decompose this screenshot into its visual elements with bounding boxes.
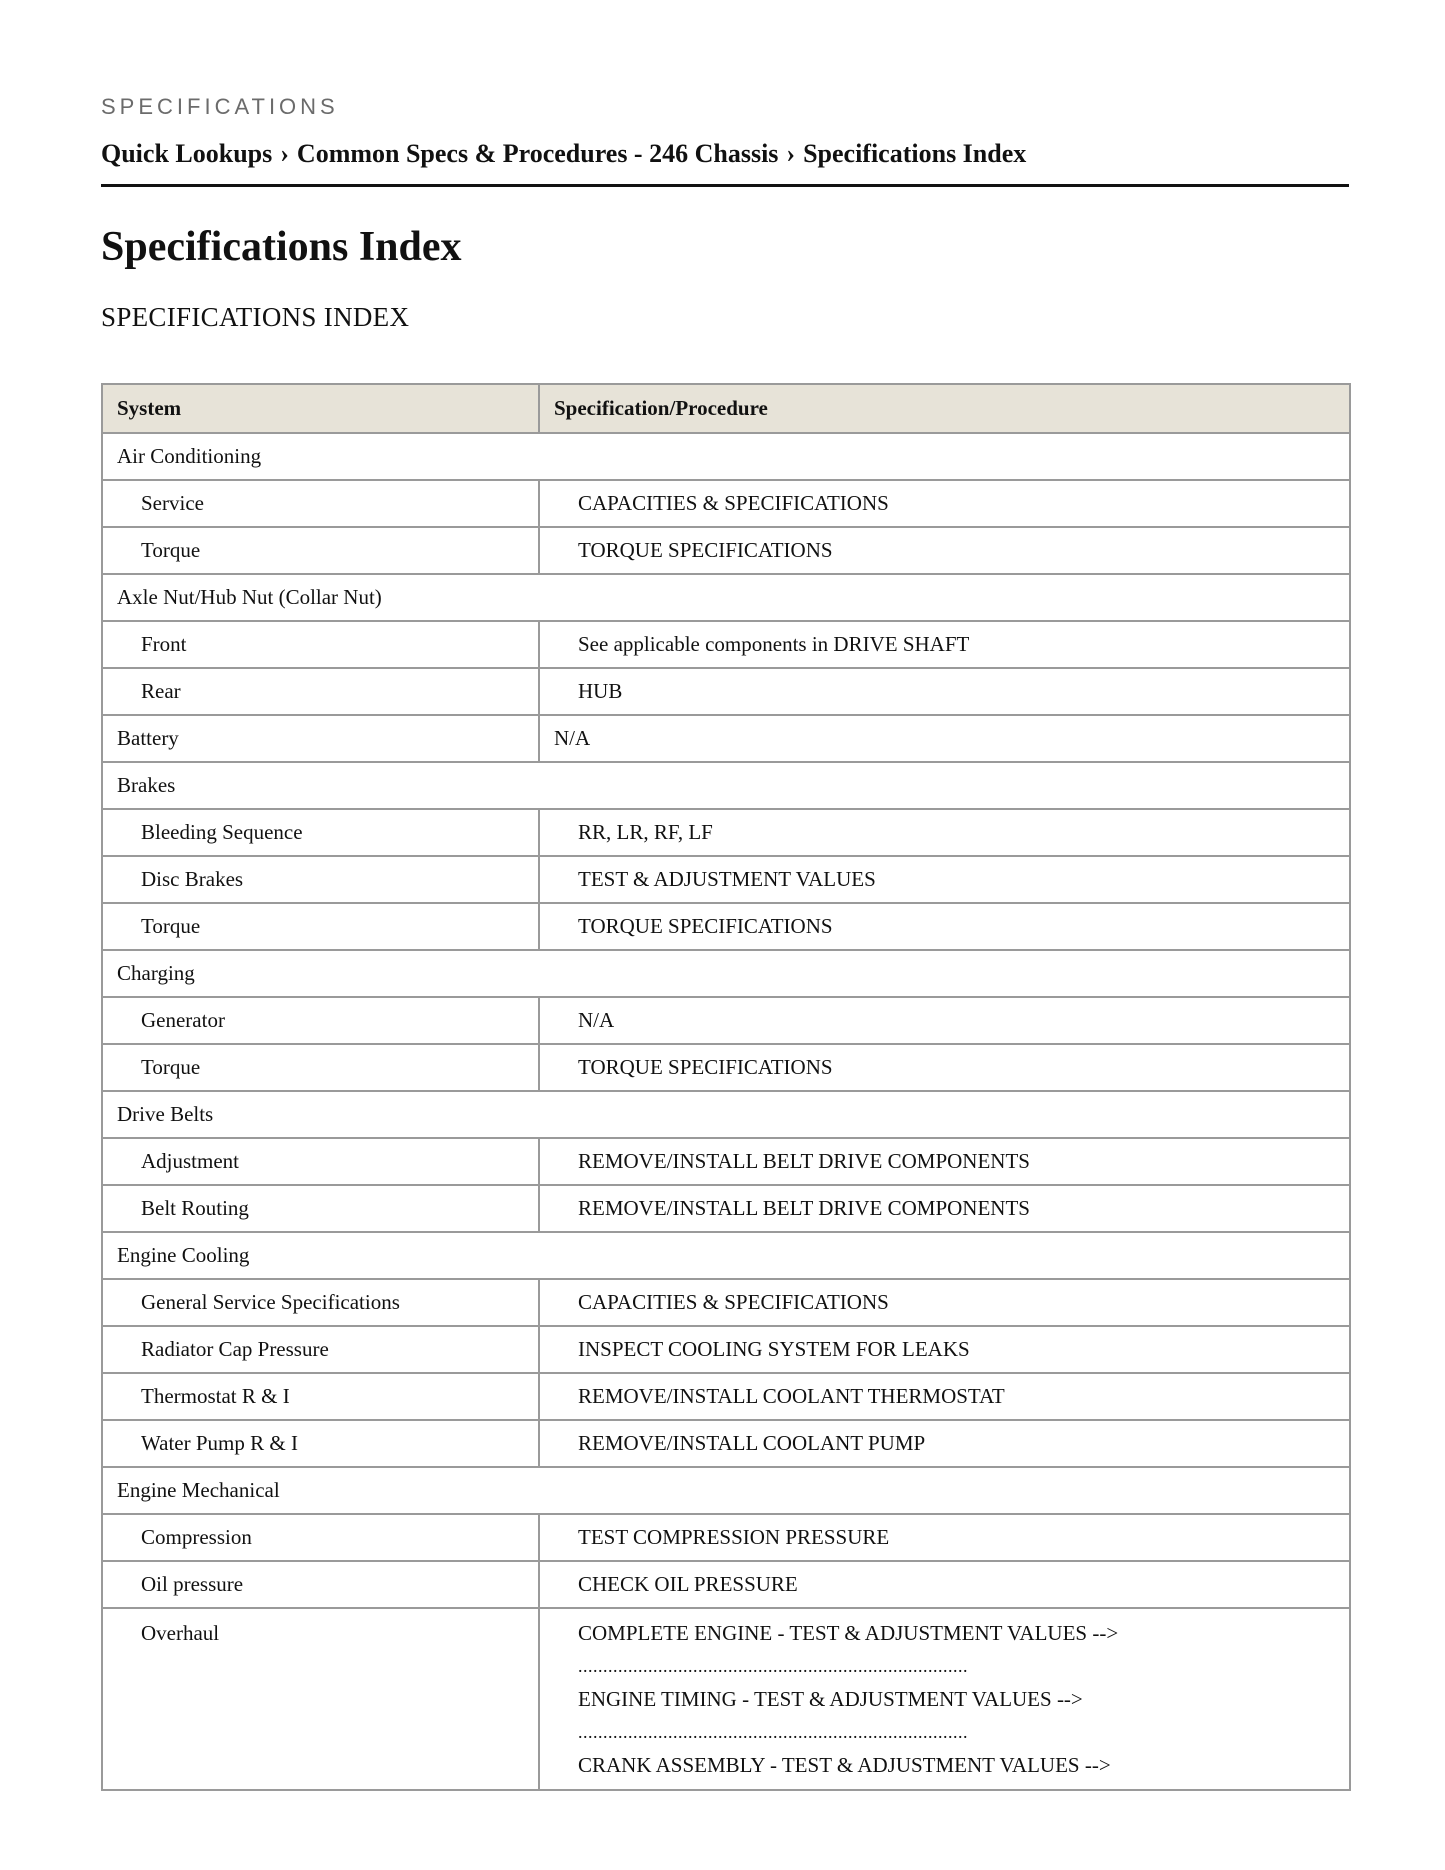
spec-link[interactable]: RR, LR, RF, LF: [578, 820, 713, 844]
table-row: [102, 668, 1350, 715]
spec-cell: [539, 715, 1350, 762]
document-page: [101, 92, 1349, 1791]
spec-link[interactable]: REMOVE/INSTALL BELT DRIVE COMPONENTS: [578, 1196, 1030, 1220]
spec-link[interactable]: TORQUE SPECIFICATIONS: [578, 1055, 833, 1079]
table-row: [102, 856, 1350, 903]
system-cell: Service: [102, 480, 539, 527]
column-header-spec: Specification/Procedure: [539, 384, 1350, 433]
table-row: [102, 527, 1350, 574]
breadcrumb-item-quick-lookups[interactable]: Quick Lookups: [101, 139, 273, 168]
spec-cell: [539, 1514, 1350, 1561]
spec-link[interactable]: ENGINE TIMING - TEST & ADJUSTMENT VALUES -->: [578, 1687, 1083, 1711]
spec-cell: [539, 668, 1350, 715]
system-cell: Front: [102, 621, 539, 668]
spec-link[interactable]: HUB: [578, 679, 623, 703]
dot-leader: ..............................................................................: [578, 1656, 968, 1676]
dot-leader: ..............................................................................: [578, 1722, 968, 1742]
table-row: [102, 1091, 1350, 1138]
page-title: Specifications Index: [101, 224, 462, 270]
spec-cell: [539, 621, 1350, 668]
table-body: [102, 433, 1350, 1790]
table-row: [102, 1185, 1350, 1232]
spec-link[interactable]: REMOVE/INSTALL COOLANT PUMP: [578, 1431, 926, 1455]
table-row: [102, 1232, 1350, 1279]
table-row: [102, 1420, 1350, 1467]
spec-link[interactable]: N/A: [554, 726, 591, 750]
table-row: [102, 715, 1350, 762]
table-row: [102, 433, 1350, 480]
spec-link[interactable]: CHECK OIL PRESSURE: [578, 1572, 798, 1596]
system-group-cell: Air Conditioning: [102, 433, 1350, 480]
system-group-cell: Engine Mechanical: [102, 1467, 1350, 1514]
table-row: [102, 574, 1350, 621]
system-cell: Disc Brakes: [102, 856, 539, 903]
spec-cell: [539, 1044, 1350, 1091]
spec-cell: [539, 856, 1350, 903]
spec-link[interactable]: TEST COMPRESSION PRESSURE: [578, 1525, 890, 1549]
spec-link[interactable]: INSPECT COOLING SYSTEM FOR LEAKS: [578, 1337, 970, 1361]
system-group-cell: Charging: [102, 950, 1350, 997]
spec-link[interactable]: COMPLETE ENGINE - TEST & ADJUSTMENT VALUES -->: [578, 1621, 1119, 1645]
table-header-row: [102, 384, 1350, 433]
system-cell: General Service Specifications: [102, 1279, 539, 1326]
breadcrumb: [101, 138, 1349, 187]
system-cell: Compression: [102, 1514, 539, 1561]
system-cell: Battery: [102, 715, 539, 762]
table-row: [102, 1044, 1350, 1091]
spec-cell: [539, 1185, 1350, 1232]
spec-cell: [539, 1138, 1350, 1185]
system-cell: Radiator Cap Pressure: [102, 1326, 539, 1373]
table-row: [102, 480, 1350, 527]
section-kicker: SPECIFICATIONS: [101, 94, 339, 119]
spec-link[interactable]: REMOVE/INSTALL BELT DRIVE COMPONENTS: [578, 1149, 1030, 1173]
system-group-cell: Drive Belts: [102, 1091, 1350, 1138]
table-row: [102, 809, 1350, 856]
spec-cell: [539, 1373, 1350, 1420]
table-row: [102, 1326, 1350, 1373]
page-subtitle: SPECIFICATIONS INDEX: [101, 302, 410, 332]
column-header-system: System: [102, 384, 539, 433]
system-cell: Adjustment: [102, 1138, 539, 1185]
system-group-cell: Axle Nut/Hub Nut (Collar Nut): [102, 574, 1350, 621]
spec-cell: [539, 480, 1350, 527]
system-cell: Overhaul: [102, 1608, 539, 1790]
breadcrumb-item-common-specs[interactable]: Common Specs & Procedures - 246 Chassis: [296, 139, 779, 168]
system-cell: Generator: [102, 997, 539, 1044]
spec-link[interactable]: TEST & ADJUSTMENT VALUES: [578, 867, 876, 891]
breadcrumb-separator: ›: [280, 139, 289, 168]
spec-cell: [539, 809, 1350, 856]
spec-link[interactable]: See applicable components in DRIVE SHAFT: [578, 632, 970, 656]
spec-link[interactable]: CAPACITIES & SPECIFICATIONS: [578, 491, 889, 515]
table-row: [102, 950, 1350, 997]
table-row: [102, 903, 1350, 950]
spec-link[interactable]: N/A: [578, 1008, 615, 1032]
system-cell: Rear: [102, 668, 539, 715]
spec-link[interactable]: TORQUE SPECIFICATIONS: [578, 538, 833, 562]
spec-cell: [539, 1420, 1350, 1467]
spec-cell: [539, 997, 1350, 1044]
spec-cell: [539, 1608, 1350, 1790]
spec-link[interactable]: CAPACITIES & SPECIFICATIONS: [578, 1290, 889, 1314]
table-row: [102, 1467, 1350, 1514]
table-row: [102, 1514, 1350, 1561]
system-cell: Oil pressure: [102, 1561, 539, 1608]
spec-cell: [539, 1279, 1350, 1326]
system-cell: Thermostat R & I: [102, 1373, 539, 1420]
table-row: [102, 1138, 1350, 1185]
table-row: [102, 621, 1350, 668]
specifications-table: [101, 383, 1351, 1791]
spec-link[interactable]: TORQUE SPECIFICATIONS: [578, 914, 833, 938]
spec-cell: [539, 903, 1350, 950]
system-cell: Belt Routing: [102, 1185, 539, 1232]
spec-cell: [539, 527, 1350, 574]
breadcrumb-separator: ›: [786, 139, 796, 168]
table-row: [102, 1373, 1350, 1420]
table-row: [102, 762, 1350, 809]
table-row: [102, 1608, 1350, 1790]
system-cell: Water Pump R & I: [102, 1420, 539, 1467]
spec-cell: [539, 1561, 1350, 1608]
system-group-cell: Brakes: [102, 762, 1350, 809]
spec-link[interactable]: REMOVE/INSTALL COOLANT THERMOSTAT: [578, 1384, 1005, 1408]
system-cell: Torque: [102, 903, 539, 950]
system-cell: Torque: [102, 1044, 539, 1091]
table-row: [102, 997, 1350, 1044]
spec-cell: [539, 1326, 1350, 1373]
breadcrumb-item-current: Specifications Index: [803, 139, 1027, 168]
system-cell: Torque: [102, 527, 539, 574]
table-row: [102, 1561, 1350, 1608]
system-cell: Bleeding Sequence: [102, 809, 539, 856]
spec-link[interactable]: CRANK ASSEMBLY - TEST & ADJUSTMENT VALUES -->: [578, 1753, 1111, 1777]
table-row: [102, 1279, 1350, 1326]
system-group-cell: Engine Cooling: [102, 1232, 1350, 1279]
